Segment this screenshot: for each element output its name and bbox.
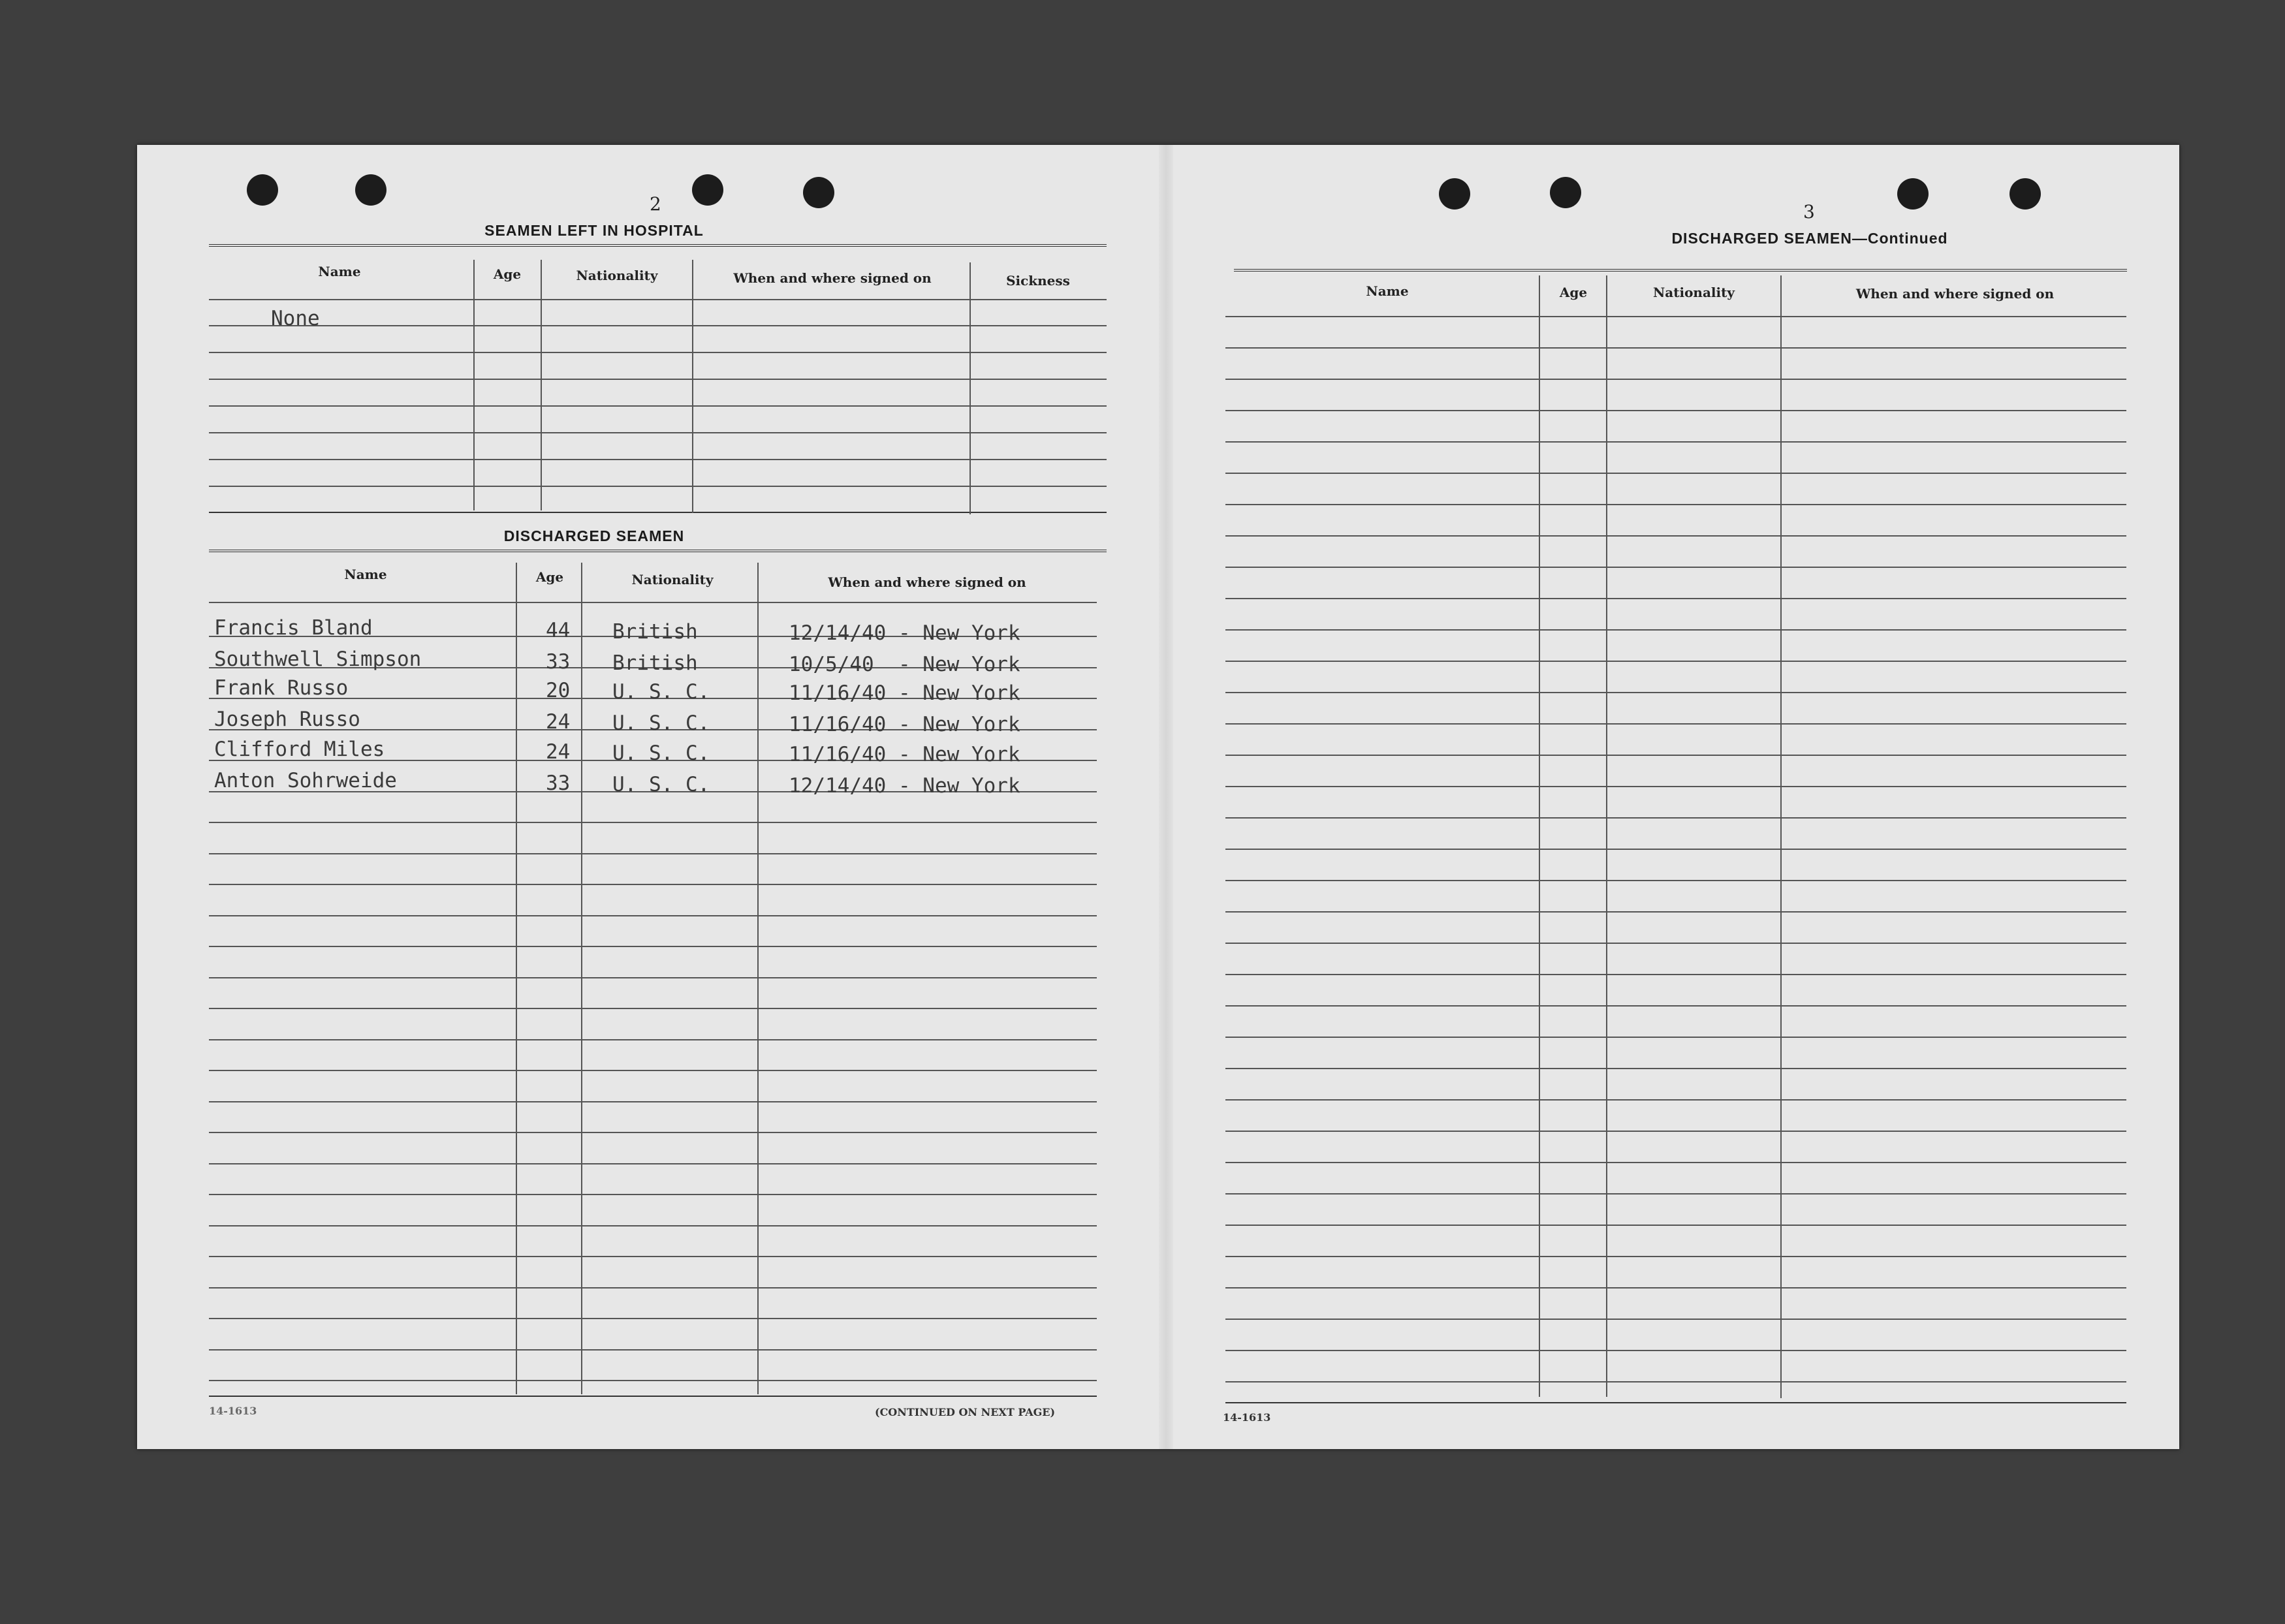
row-rule [1225,880,2126,881]
row-rule [1225,504,2126,505]
right-col-signed-on: When and where signed on [1855,286,2055,302]
seaman-age: 20 [546,679,571,702]
row-rule [1225,473,2126,474]
row-rule [209,915,1097,916]
discharged-continued-title: DISCHARGED SEAMEN—Continued [1671,230,1948,247]
seaman-age: 44 [546,619,571,642]
right-col-nationality: Nationality [1653,285,1735,300]
row-rule [209,977,1097,978]
row-rule [209,352,1107,353]
header-rule [209,299,1107,300]
header-rule [209,602,1097,603]
row-rule [209,1070,1097,1071]
column-rule [692,260,693,513]
column-rule [541,260,542,510]
row-rule [209,884,1097,885]
row-rule [1225,598,2126,599]
discharged-col-nationality: Nationality [631,572,714,587]
form-number: 14-1613 [1223,1411,1271,1424]
row-rule [1225,1068,2126,1069]
seaman-name: Frank Russo [214,676,349,700]
row-rule [1225,849,2126,850]
document-sheet [137,145,2179,1449]
seaman-age: 33 [546,650,571,674]
seaman-nationality: British [612,620,698,644]
row-rule [209,1101,1097,1102]
row-rule [1225,943,2126,944]
row-rule [1225,1350,2126,1351]
row-rule [1225,567,2126,568]
seaman-name: Southwell Simpson [214,648,422,671]
seaman-age: 24 [546,740,571,764]
discharged-col-name: Name [344,567,387,582]
row-rule [1225,535,2126,537]
hospital-section-title: SEAMEN LEFT IN HOSPITAL [484,222,704,239]
header-rule [1225,316,2126,317]
hospital-top-rule [209,244,1107,247]
row-rule [1225,347,2126,349]
seaman-nationality: U. S. C. [612,742,710,765]
row-rule [1225,1225,2126,1226]
row-rule [1225,755,2126,756]
row-rule [1225,1131,2126,1132]
discharged-col-signed-on: When and where signed on [828,574,1026,590]
hospital-col-nationality: Nationality [576,268,658,283]
row-rule [209,459,1107,460]
row-rule [209,1225,1097,1226]
row-rule [1225,723,2126,725]
form-number: 14-1613 [209,1405,257,1417]
right-col-age: Age [1559,285,1588,300]
seaman-age: 33 [546,772,571,795]
row-rule [1225,786,2126,787]
seaman-signed-on: 11/16/40 - New York [789,713,1020,736]
discharged-top-rule [209,550,1107,552]
row-rule [209,1318,1097,1319]
seaman-signed-on: 11/16/40 - New York [789,743,1020,766]
continued-note: (CONTINUED ON NEXT PAGE) [875,1406,1056,1418]
seaman-nationality: U. S. C. [612,680,710,704]
row-rule [1225,1381,2126,1382]
row-rule [1225,1193,2126,1195]
page-number: 2 [650,193,661,215]
row-rule [209,822,1097,823]
row-rule [209,946,1097,947]
seaman-signed-on: 10/5/40 - New York [789,653,1020,676]
seaman-signed-on: 12/14/40 - New York [789,621,1020,645]
column-rule [969,262,971,514]
seaman-age: 24 [546,710,571,734]
row-rule [1225,410,2126,411]
seaman-signed-on: 11/16/40 - New York [789,681,1020,705]
hospital-col-sickness: Sickness [1006,273,1070,289]
row-rule [1225,1162,2126,1163]
page-number: 3 [1803,201,1815,223]
row-rule [1225,1287,2126,1288]
row-rule [1225,1037,2126,1038]
hospital-entry-none: None [271,307,320,330]
row-rule [209,1132,1097,1133]
right-page [1173,145,2179,1449]
row-rule [209,1194,1097,1195]
row-rule [1225,1319,2126,1320]
row-rule [1225,911,2126,913]
column-rule [473,260,475,510]
hospital-col-age: Age [493,266,522,282]
row-rule [1225,441,2126,443]
seaman-nationality: U. S. C. [612,711,710,735]
row-rule [1225,1256,2126,1257]
seaman-name: Anton Sohrweide [214,769,397,792]
column-rule [1606,275,1607,1397]
left-page [137,145,1159,1449]
bottom-rule [1225,1402,2126,1403]
right-top-rule [1234,269,2127,272]
row-rule [209,1256,1097,1257]
hospital-col-signed-on: When and where signed on [733,270,932,286]
row-rule [1225,379,2126,380]
row-rule [209,1039,1097,1040]
column-rule [516,563,517,1394]
row-rule [209,1349,1097,1351]
seaman-nationality: U. S. C. [612,773,710,796]
row-rule [209,1287,1097,1288]
discharged-col-age: Age [535,569,564,585]
row-rule [209,405,1107,407]
bottom-rule [209,512,1107,513]
row-rule [1225,817,2126,819]
seaman-name: Joseph Russo [214,708,360,731]
seaman-name: Francis Bland [214,616,373,640]
column-rule [581,563,582,1394]
row-rule [1225,692,2126,693]
row-rule [209,379,1107,380]
page-fold [1159,145,1173,1449]
hospital-col-name: Name [318,264,361,279]
column-rule [1780,275,1782,1398]
row-rule [209,325,1107,326]
discharged-section-title: DISCHARGED SEAMEN [503,527,685,544]
row-rule [1225,1005,2126,1007]
seaman-nationality: British [612,651,698,675]
row-rule [209,1163,1097,1164]
row-rule [1225,661,2126,662]
column-rule [757,563,759,1394]
row-rule [209,432,1107,433]
row-rule [1225,974,2126,975]
row-rule [209,486,1107,487]
bottom-rule [209,1396,1097,1397]
row-rule [209,1380,1097,1381]
column-rule [1539,275,1540,1397]
row-rule [209,1008,1097,1009]
row-rule [1225,1099,2126,1101]
seaman-signed-on: 12/14/40 - New York [789,774,1020,798]
seaman-name: Clifford Miles [214,738,385,761]
right-col-name: Name [1366,283,1409,299]
row-rule [209,853,1097,854]
row-rule [1225,629,2126,631]
